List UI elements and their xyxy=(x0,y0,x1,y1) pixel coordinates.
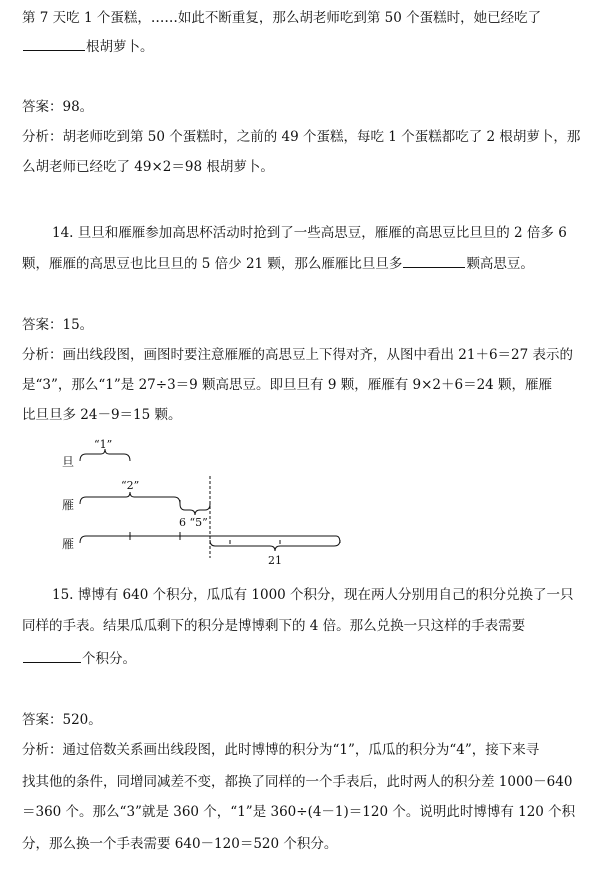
q14-text-line1: 14. 旦旦和雁雁参加高思杯活动时抢到了一些高思豆，雁雁的高思豆比旦旦的 2 倍多 6 xyxy=(52,225,567,241)
q15-analysis-line4: 分，那么换一个手表需要 640－120＝520 个积分。 xyxy=(22,836,338,852)
q13-text-line1: 第 7 天吃 1 个蛋糕，……如此不断重复，那么胡老师吃到第 50 个蛋糕时，她已经吃了 xyxy=(22,10,542,26)
label-yanyan-2: 雁 xyxy=(62,537,75,551)
q14-analysis-line3: 比旦旦多 24－9＝15 颗。 xyxy=(22,407,182,423)
q13-analysis-line1: 分析：胡老师吃到第 50 个蛋糕时，之前的 49 个蛋糕，每吃 1 个蛋糕都吃了 2 根胡萝卜，那 xyxy=(22,129,581,145)
line-segment-diagram xyxy=(0,430,602,570)
label-dandan: 旦 xyxy=(62,455,75,469)
q15-analysis-line1: 分析：通过倍数关系画出线段图，此时博博的积分为“1”，瓜瓜的积分为“4”，接下来寻 xyxy=(22,742,540,758)
brace-label-21: 21 xyxy=(268,554,282,567)
q14-answer-blank[interactable] xyxy=(403,255,465,268)
brace-label-1: “1” xyxy=(94,438,113,451)
q14-analysis-line2: 是“3”，那么“1”是 27÷3＝9 颗高思豆。即旦旦有 9 颗，雁雁有 9×2＋6＝24 颗，雁雁 xyxy=(22,377,553,393)
q15-text-line2: 同样的手表。结果瓜瓜剩下的积分是博博剩下的 4 倍。那么兑换一只这样的手表需要 xyxy=(22,618,526,634)
q15-answer: 答案：520。 xyxy=(22,712,102,728)
q15-text-line3: 个积分。 xyxy=(22,650,136,667)
q15-answer-blank[interactable] xyxy=(23,650,81,663)
label-yanyan-1: 雁 xyxy=(62,498,75,512)
q14-text-line2: 颗，雁雁的高思豆也比旦旦的 5 倍少 21 颗，那么雁雁比旦旦多 颗高思豆。 xyxy=(22,256,534,272)
q15-text-line1: 15. 博博有 640 个积分，瓜瓜有 1000 个积分，现在两人分别用自己的积分兑换了一只 xyxy=(52,587,574,603)
q13-analysis-line2: 么胡老师已经吃了 49×2＝98 根胡萝卜。 xyxy=(22,159,274,175)
q13-answer-blank[interactable] xyxy=(23,38,85,51)
q14-answer: 答案：15。 xyxy=(22,317,94,333)
q15-analysis-line3: ＝360 个。那么“3”就是 360 个，“1”是 360÷(4－1)＝120 个。说明此时博博有 120 个积 xyxy=(22,804,576,820)
segment-yanyan-2x xyxy=(80,492,210,515)
brace-label-5: 6 “5” xyxy=(179,516,208,529)
brace-label-2: “2” xyxy=(121,479,140,492)
q15-analysis-line2: 找其他的条件，同增同减差不变，都换了同样的一个手表后，此时两人的积分差 1000－640 xyxy=(22,774,573,790)
q14-analysis-line1: 分析：画出线段图，画图时要注意雁雁的高思豆上下得对齐，从图中看出 21＋6＝27 表示的 xyxy=(22,347,574,363)
q13-text-line2: 根胡萝卜。 xyxy=(22,38,154,55)
q13-answer: 答案：98。 xyxy=(22,99,94,115)
